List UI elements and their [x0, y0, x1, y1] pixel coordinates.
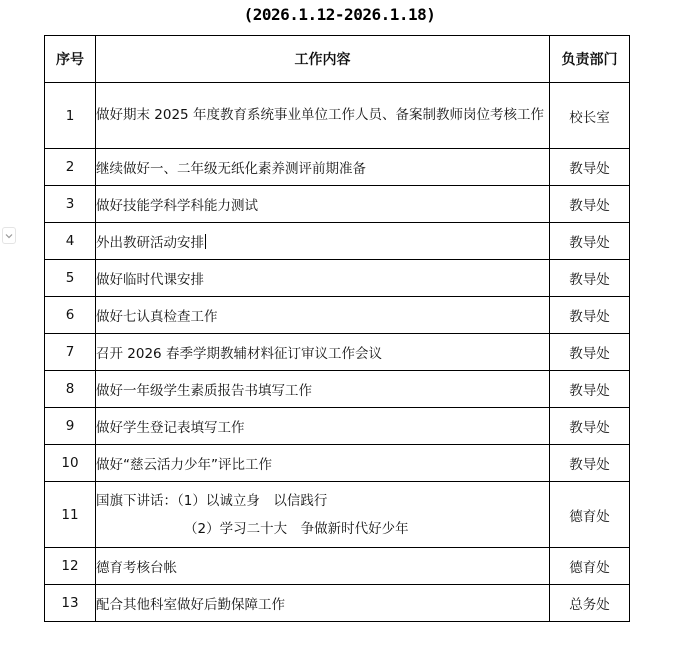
row-content[interactable]: 做好临时代课安排 [96, 260, 550, 297]
table-row [45, 371, 630, 408]
row-num: 1 [45, 83, 96, 149]
header-num: 序号 [45, 36, 96, 83]
row-content[interactable]: 做好七认真检查工作 [96, 297, 550, 334]
row-dept: 教导处 [550, 149, 630, 186]
row-content[interactable]: 做好学生登记表填写工作 [96, 408, 550, 445]
table-row [45, 149, 630, 186]
weekly-work-plan-table [44, 35, 630, 622]
row-num: 9 [45, 408, 96, 445]
row-content-flag-speech[interactable] [96, 482, 550, 548]
table-row [45, 548, 630, 585]
row-num: 12 [45, 548, 96, 585]
sidebar-toggle-button[interactable] [2, 227, 16, 244]
row-content[interactable]: 做好“慈云活力少年”评比工作 [96, 445, 550, 482]
table-row [45, 297, 630, 334]
row-dept: 教导处 [550, 260, 630, 297]
row-dept: 教导处 [550, 408, 630, 445]
row-num: 7 [45, 334, 96, 371]
row-dept: 教导处 [550, 371, 630, 408]
row-dept: 总务处 [550, 585, 630, 622]
row-content[interactable]: 德育考核台帐 [96, 548, 550, 585]
table-row [45, 186, 630, 223]
table-row [45, 260, 630, 297]
row-dept: 德育处 [550, 548, 630, 585]
row-dept: 教导处 [550, 186, 630, 223]
table-header-row [45, 36, 630, 83]
row-content-text: 外出教研活动安排 [96, 235, 204, 251]
header-dept: 负责部门 [550, 36, 630, 83]
table-row [45, 585, 630, 622]
table-row [45, 334, 630, 371]
row-dept: 德育处 [550, 482, 630, 548]
row-num: 10 [45, 445, 96, 482]
row-num: 2 [45, 149, 96, 186]
row-num: 4 [45, 223, 96, 260]
table-row [45, 223, 630, 260]
speech-topic-1: 国旗下讲话：（1）以诚立身 以信践行 [96, 492, 328, 509]
row-dept: 教导处 [550, 334, 630, 371]
row-num: 5 [45, 260, 96, 297]
document-date-range-title: (2026.1.12-2026.1.18) [243, 5, 436, 24]
row-num: 8 [45, 371, 96, 408]
row-content[interactable]: 做好一年级学生素质报告书填写工作 [96, 371, 550, 408]
row-dept: 校长室 [550, 83, 630, 149]
row-num: 3 [45, 186, 96, 223]
row-num: 6 [45, 297, 96, 334]
row-content[interactable]: 做好期末 2025 年度教育系统事业单位工作人员、备案制教师岗位考核工作 [96, 83, 550, 149]
row-num: 13 [45, 585, 96, 622]
text-cursor [205, 234, 206, 249]
row-content[interactable]: 继续做好一、二年级无纸化素养测评前期准备 [96, 149, 550, 186]
speech-topic-2: （2）学习二十大 争做新时代好少年 [184, 520, 409, 537]
table-row [45, 408, 630, 445]
chevron-down-icon [5, 233, 13, 239]
table-row [45, 482, 630, 548]
row-dept: 教导处 [550, 445, 630, 482]
row-num: 11 [45, 482, 96, 548]
table-row [45, 83, 630, 149]
row-content[interactable]: 做好技能学科学科能力测试 [96, 186, 550, 223]
header-content: 工作内容 [96, 36, 550, 83]
row-dept: 教导处 [550, 223, 630, 260]
row-content[interactable]: 召开 2026 春季学期教辅材料征订审议工作会议 [96, 334, 550, 371]
row-dept: 教导处 [550, 297, 630, 334]
row-content[interactable]: 配合其他科室做好后勤保障工作 [96, 585, 550, 622]
row-content-editing[interactable] [96, 223, 550, 260]
table-row [45, 445, 630, 482]
